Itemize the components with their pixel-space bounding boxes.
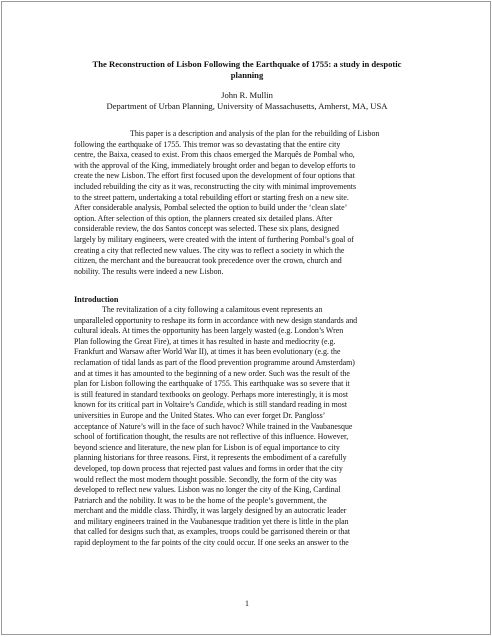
abstract-line: included rebuilding the city as it was, reconstructing the city with minimal improvements bbox=[74, 181, 357, 191]
intro-line: Frankfurt and Warsaw after World War II), at times it has been evolutionary (e.g. the bbox=[74, 347, 341, 357]
abstract-paragraph bbox=[74, 129, 420, 277]
intro-line: merchant and the middle class. Thirdly, it was largely designed by an autocratic leader bbox=[74, 506, 347, 516]
intro-line: is still featured in standard textbooks on geology. Perhaps more interestingly, it is most bbox=[74, 389, 349, 399]
paper-title bbox=[42, 59, 452, 81]
abstract-line: largely by military engineers, were created with the intent of furthering Pombal’s goal of bbox=[74, 234, 354, 244]
abstract-line: centre, the Baixa, ceased to exist. From this chaos emerged the Marquês de Pombal who, bbox=[74, 150, 355, 160]
abstract-line: with the approval of the King, immediately brought order and began to develop efforts to bbox=[74, 160, 356, 170]
intro-line: universities in Europe and the United States. Who can ever forget Dr. Pangloss’ bbox=[74, 410, 326, 420]
intro-line: plan for Lisbon following the earthquake of 1755. This earthquake was so severe that it bbox=[74, 379, 350, 389]
abstract-line: This paper is a description and analysis of the plan for the rebuilding of Lisbon bbox=[130, 129, 380, 138]
abstract-line: option. After selection of this option, the planners created six detailed plans. After bbox=[74, 213, 333, 223]
intro-line: and military engineers trained in the Vaubanesque tradition yet there is little in the plan bbox=[74, 516, 349, 526]
intro-line: reclamation of tidal lands as part of the flood prevention programme around Amsterdam) bbox=[74, 357, 355, 367]
intro-line: beyond science and literature, the new plan for Lisbon is of equal importance to city bbox=[74, 442, 340, 452]
document-page bbox=[1, 1, 491, 635]
abstract-line: nobility. The results were indeed a new Lisbon. bbox=[74, 266, 224, 276]
abstract-line: After considerable analysis, Pombal selected the option to build under the ‘clean slate’ bbox=[74, 203, 348, 213]
abstract-line: following the earthquake of 1755. This tremor was so devastating that the entire city bbox=[74, 139, 341, 149]
intro-line: would reflect the most modern thought possible. Secondly, the form of the city was bbox=[74, 474, 337, 484]
author-name: John R. Mullin bbox=[221, 90, 273, 100]
author-block bbox=[42, 90, 452, 112]
intro-line: school of fortification thought, the results are not reflective of this influence. However, bbox=[74, 432, 349, 442]
intro-line: The revitalization of a city following a calamitous event represents an bbox=[102, 305, 323, 314]
author-affiliation: Department of Urban Planning, University of Massachusetts, Amherst, MA, USA bbox=[106, 101, 388, 111]
intro-line: known for its critical part in Voltaire’s Candide, which is still standard reading in most bbox=[74, 400, 348, 410]
intro-line: that called for designs such that, as examples, troops could be garrisoned therein or that bbox=[74, 527, 351, 537]
intro-line: Patriarch and the nobility. It was to be the home of the people’s government, the bbox=[74, 495, 327, 505]
abstract-line: create the new Lisbon. The effort first focused upon the development of four options that bbox=[74, 171, 355, 181]
section-heading-introduction: Introduction bbox=[74, 295, 119, 304]
intro-line: developed to reflect new values. Lisbon was no longer the city of the King, Cardinal bbox=[74, 485, 341, 495]
intro-line: unparalleled opportunity to reshape its form in accordance with new design standards and bbox=[74, 315, 358, 325]
intro-line: developed, top down process that rejected past values and forms in order that the city bbox=[74, 463, 343, 473]
intro-line: Plan following the Great Fire), at times it has resulted in haste and mediocrity (e.g. bbox=[74, 336, 336, 346]
abstract-line: considerable review, the dos Santos concept was selected. These six plans, designed bbox=[74, 224, 339, 234]
abstract-line: creating a city that reflected new values. The city was to reflect a society in which the bbox=[74, 245, 345, 255]
title-line: planning bbox=[230, 70, 264, 80]
page-number: 1 bbox=[245, 599, 249, 608]
intro-line: planning historians for three reasons. First, it represents the embodiment of a carefully bbox=[74, 453, 347, 463]
intro-line: rapid deployment to the far points of the city could occur. If one seeks an answer to the bbox=[74, 538, 349, 548]
intro-line: acceptance of Nature’s will in the face of such havoc? While trained in the Vaubanesque bbox=[74, 421, 353, 431]
intro-line: cultural ideals. At times the opportunity has been largely wasted (e.g. London’s Wren bbox=[74, 326, 344, 336]
title-line: The Reconstruction of Lisbon Following the Earthquake of 1755: a study in despotic bbox=[92, 59, 402, 69]
abstract-line: citizen, the merchant and the bureaucrat took precedence over the crown, church and bbox=[74, 256, 342, 266]
introduction-paragraph bbox=[74, 305, 420, 549]
intro-line: and at times it has amounted to the beginning of a new order. Such was the result of the bbox=[74, 368, 350, 378]
abstract-line: to the street pattern, undertaking a total rebuilding effort or starting fresh on a new site. bbox=[74, 192, 349, 202]
